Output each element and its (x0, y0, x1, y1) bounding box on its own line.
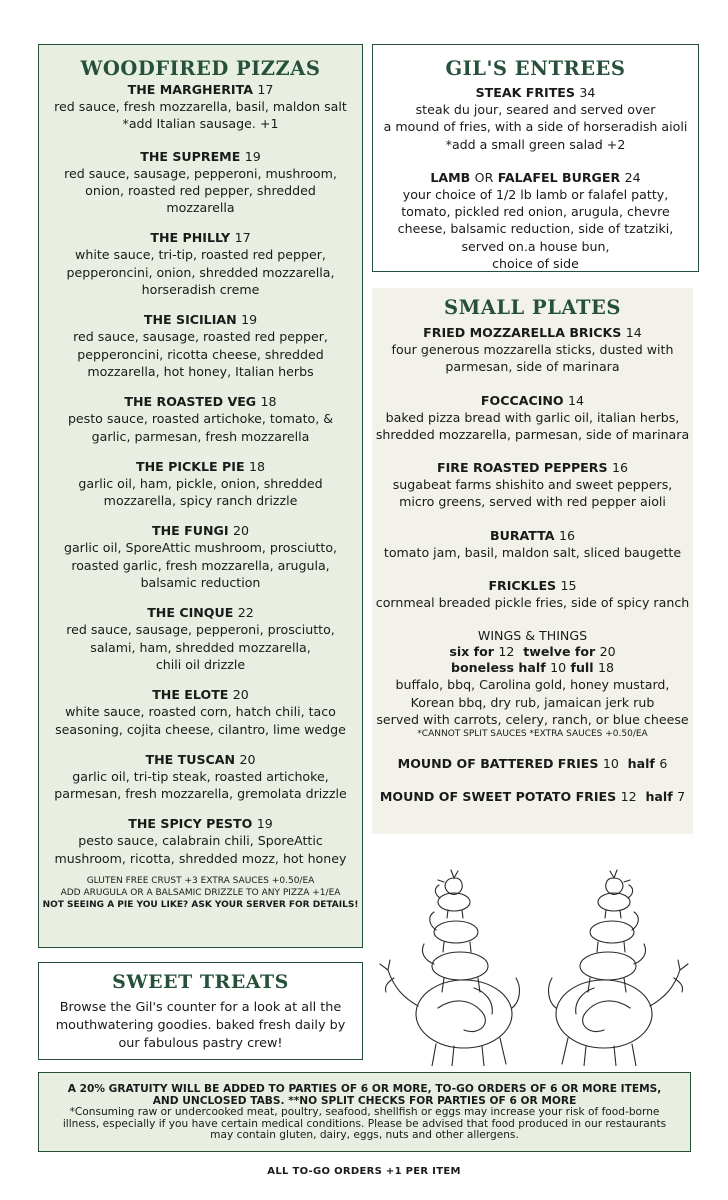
small-plates-panel (372, 288, 693, 834)
item-desc-line: served on.a house bun, (461, 238, 610, 254)
item-desc-line: mozzarella (166, 200, 235, 216)
item-desc-line: white sauce, tri-tip, roasted red pepper, (75, 247, 326, 263)
item-desc-line: salami, ham, shredded mozzarella, (90, 639, 311, 655)
item-name: THE SUPREME (140, 148, 241, 164)
item-name: FIRE ROASTED PEPPERS (437, 460, 608, 476)
item-name: WINGS & THINGS (477, 628, 588, 644)
item-name: FRICKLES (488, 578, 557, 594)
item-price: 15 (560, 578, 577, 594)
item-desc-line: mozzarella, hot honey, Italian herbs (87, 363, 314, 379)
item-price: 16 (611, 460, 628, 476)
menu-item-the-pickle-pie (39, 459, 362, 510)
item-desc-line: sugabeat farms shishito and sweet peppers, (392, 477, 673, 493)
wings-twelve-price: 20 (599, 644, 616, 660)
item-price: 18 (260, 394, 277, 410)
item-desc-line: a mound of fries, with a side of horseradish aioli (383, 119, 688, 135)
menu-item-frickles (372, 578, 693, 611)
menu-item-buratta (372, 528, 693, 561)
item-desc-line: mozzarella, spicy ranch drizzle (103, 493, 298, 509)
menu-item-the-philly (39, 230, 362, 298)
item-desc-line: balsamic reduction (140, 575, 261, 591)
wings-six-label: six for (449, 644, 495, 660)
allergen-disclaimer-line: *Consuming raw or undercooked meat, poultry, seafood, shellfish or eggs may increase your risk of food-borne (69, 1106, 660, 1118)
entrees-panel (372, 44, 699, 272)
pizzas-panel (38, 44, 363, 948)
item-desc-line: white sauce, roasted corn, hatch chili, taco (65, 704, 336, 720)
sweet-desc-line: mouthwatering goodies. baked fresh daily by (55, 1018, 346, 1033)
item-desc-line: garlic oil, tri-tip steak, roasted artichoke, (72, 768, 329, 784)
item-desc-line: red sauce, sausage, pepperoni, prosciutto, (66, 622, 335, 638)
item-desc-line: baked pizza bread with garlic oil, italian herbs, (385, 409, 680, 425)
menu-item-fire-roasted-peppers (372, 460, 693, 511)
item-desc-line: garlic, parmesan, fresh mozzarella (91, 428, 310, 444)
item-desc-line: cornmeal breaded pickle fries, side of spicy ranch (375, 595, 690, 611)
small-plates-title: SMALL PLATES (444, 296, 621, 319)
item-name: THE SPICY PESTO (128, 816, 253, 832)
menu-item-sweet-potato-fries (372, 789, 693, 805)
sweet-desc-line: Browse the Gil's counter for a look at all the (59, 1000, 342, 1015)
item-desc-line: steak du jour, seared and served over (415, 102, 656, 117)
gratuity-notice: A 20% GRATUITY WILL BE ADDED TO PARTIES OF 6 OR MORE, TO-GO ORDERS OF 6 OR MORE ITEMS, (67, 1083, 662, 1095)
menu-item-the-supreme (39, 149, 362, 217)
menu-item-the-elote (39, 687, 362, 738)
entrees-title: GIL'S ENTREES (445, 57, 626, 80)
item-name: THE ELOTE (152, 687, 229, 703)
split-check-notice: AND UNCLOSED TABS. **NO SPLIT CHECKS FOR PARTIES OF 6 OR MORE (152, 1095, 577, 1107)
item-price: 20 (239, 751, 256, 767)
pizzas-title: WOODFIRED PIZZAS (80, 57, 321, 80)
item-desc-line: your choice of 1/2 lb lamb or falafel patty, (402, 186, 669, 202)
item-name: MOUND OF BATTERED FRIES (397, 756, 599, 772)
item-price: 20 (232, 523, 249, 539)
item-desc-line: horseradish creme (141, 282, 260, 298)
item-desc-line: *add a small green salad +2 (445, 136, 626, 152)
item-price: 20 (232, 687, 249, 703)
half-label: half (627, 756, 655, 772)
sweet-desc-line: our fabulous pastry crew! (118, 1036, 283, 1051)
item-desc-line: red sauce, sausage, roasted red pepper, (73, 329, 328, 345)
item-price: 17 (234, 230, 251, 246)
animal-stack-left (380, 870, 519, 1066)
sweet-treats-panel (38, 962, 363, 1060)
half-price: 7 (677, 789, 686, 805)
item-desc-line: pesto sauce, calabrain chili, SporeAttic (78, 833, 323, 849)
item-name: STEAK FRITES (475, 85, 575, 100)
menu-item-the-roasted-veg (39, 394, 362, 445)
boneless-half-price: 10 (550, 660, 567, 676)
menu-item-lamb-falafel-burger (373, 170, 698, 272)
animal-stack-right (549, 870, 688, 1066)
item-price: 14 (625, 325, 642, 340)
item-name: THE TUSCAN (145, 751, 236, 767)
item-desc-line: roasted garlic, fresh mozzarella, arugula, (71, 557, 330, 573)
allergen-disclaimer-line: may contain gluten, dairy, eggs, nuts and other allergens. (210, 1129, 519, 1141)
item-desc-line: served with carrots, celery, ranch, or blue cheese (376, 711, 689, 727)
item-name: MOUND OF SWEET POTATO FRIES (379, 789, 617, 805)
pizza-list (39, 82, 362, 867)
to-go-note: ALL TO-GO ORDERS +1 PER ITEM (267, 1166, 461, 1177)
item-name: FOCCACINO (480, 392, 564, 408)
item-name: FALAFEL BURGER (497, 169, 621, 185)
half-price: 6 (659, 756, 668, 772)
item-desc-line: pepperoncini, onion, shredded mozzarella, (66, 264, 335, 280)
item-desc-line: onion, roasted red pepper, shredded (85, 182, 316, 198)
menu-item-fried-mozzarella-bricks (372, 325, 693, 376)
item-desc-line: chili oil drizzle (155, 656, 246, 672)
wings-twelve-label: twelve for (523, 644, 596, 660)
item-desc-line: pesto sauce, roasted artichoke, tomato, & (67, 411, 334, 427)
item-desc-line: buffalo, bbq, Carolina gold, honey mustard, (395, 677, 670, 693)
animal-stack-illustration (374, 838, 694, 1066)
item-name: THE PHILLY (150, 230, 231, 246)
item-price: 14 (568, 392, 585, 408)
item-desc-line: choice of side (492, 256, 579, 272)
item-price: 19 (256, 816, 273, 832)
menu-item-the-spicy-pesto (39, 816, 362, 867)
item-desc-line: *add Italian sausage. +1 (122, 116, 279, 132)
item-price: 24 (624, 169, 641, 185)
menu-item-foccacino (372, 393, 693, 444)
item-name: THE FUNGI (152, 523, 229, 539)
pizza-note-arugula: ADD ARUGULA OR A BALSAMIC DRIZZLE TO ANY PIZZA +1/EA (60, 888, 341, 899)
sweet-treats-title: SWEET TREATS (112, 971, 289, 993)
menu-item-the-cinque (39, 605, 362, 673)
item-desc-line: cheese, balsamic reduction, side of tzatziki, (397, 221, 674, 237)
menu-item-steak-frites (373, 85, 698, 153)
menu-item-the-sicilian (39, 312, 362, 380)
item-price: 16 (558, 527, 575, 543)
item-name: LAMB (430, 169, 471, 185)
item-name: THE PICKLE PIE (136, 458, 245, 474)
item-price: 34 (579, 85, 596, 100)
wings-note: *CANNOT SPLIT SAUCES *EXTRA SAUCES +0.50/EA (417, 729, 648, 740)
pizza-note-gluten: GLUTEN FREE CRUST +3 EXTRA SAUCES +0.50/EA (86, 876, 315, 887)
item-desc-line: micro greens, served with red pepper aioli (399, 494, 666, 510)
item-price: 18 (248, 458, 265, 474)
boneless-full-price: 18 (597, 660, 614, 676)
item-desc-line: tomato jam, basil, maldon salt, sliced baugette (383, 544, 682, 560)
policy-footer (38, 1072, 691, 1152)
item-desc-line: shredded mozzarella, parmesan, side of marinara (375, 426, 690, 442)
item-desc-line: parmesan, fresh mozzarella, gremolata drizzle (54, 786, 347, 802)
item-desc-line: red sauce, sausage, pepperoni, mushroom, (64, 165, 337, 181)
item-desc-line: Korean bbq, dry rub, jamaican jerk rub (410, 694, 655, 710)
menu-item-wings (372, 628, 693, 740)
item-desc-line: parmesan, side of marinara (445, 359, 620, 375)
item-name: THE MARGHERITA (127, 82, 253, 97)
item-name: FRIED MOZZARELLA BRICKS (423, 325, 622, 340)
item-desc-line: red sauce, fresh mozzarella, basil, maldon salt (54, 99, 347, 114)
menu-item-the-margherita (39, 82, 362, 133)
item-desc-line: mushroom, ricotta, shredded mozz, hot honey (54, 850, 347, 866)
item-price: 22 (237, 605, 254, 621)
pizza-note-ask-server: NOT SEEING A PIE YOU LIKE? ASK YOUR SERVER FOR DETAILS! (42, 900, 359, 911)
menu-item-battered-fries (372, 756, 693, 772)
half-label: half (645, 789, 673, 805)
item-desc-line: four generous mozzarella sticks, dusted with (391, 342, 674, 357)
item-price: 19 (244, 148, 261, 164)
boneless-half-label: boneless half (451, 660, 546, 676)
item-desc-line: garlic oil, SporeAttic mushroom, prosciutto, (63, 540, 338, 556)
item-price: 12 (620, 789, 637, 805)
item-name: BURATTA (490, 527, 555, 543)
item-price: 17 (257, 82, 274, 97)
small-plates-list (372, 325, 693, 611)
allergen-disclaimer-line: illness, especially if you have certain medical conditions. Please be advised that food produced in our restaurants (62, 1117, 667, 1130)
item-desc-line: seasoning, cojita cheese, cilantro, lime wedge (55, 721, 346, 737)
menu-item-the-tuscan (39, 752, 362, 803)
item-desc-line: garlic oil, ham, pickle, onion, shredded (78, 475, 323, 491)
menu-item-the-fungi (39, 523, 362, 591)
item-desc-line: pepperoncini, ricotta cheese, shredded (77, 346, 324, 362)
item-price: 10 (602, 756, 619, 772)
boneless-full-label: full (570, 660, 594, 676)
item-name: THE SICILIAN (143, 312, 237, 328)
item-name-or: OR (474, 169, 494, 185)
item-name: THE ROASTED VEG (124, 394, 257, 410)
item-name: THE CINQUE (147, 605, 234, 621)
wings-six-price: 12 (498, 644, 515, 660)
item-price: 19 (241, 312, 258, 328)
item-desc-line: tomato, pickled red onion, arugula, chevre (401, 204, 670, 220)
